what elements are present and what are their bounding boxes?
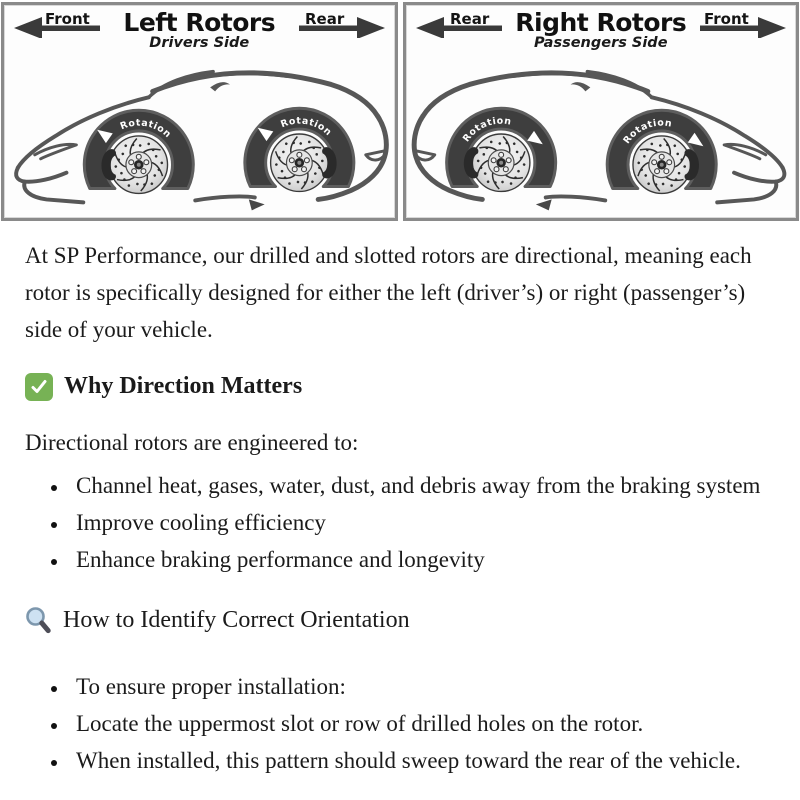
rotation-label: Rotation bbox=[279, 115, 334, 139]
section-heading-text: How to Identify Correct Orientation bbox=[63, 607, 410, 633]
check-mark-icon bbox=[25, 373, 53, 401]
identify-orientation-list bbox=[25, 668, 769, 779]
list-item: • Enhance braking performance and longevity bbox=[69, 541, 769, 578]
arrow-right-icon bbox=[357, 17, 385, 38]
rotation-label: Rotation bbox=[118, 117, 174, 141]
arrow-left-icon bbox=[416, 17, 444, 38]
rear-label: Rear bbox=[304, 12, 344, 28]
front-direction-arrow bbox=[696, 12, 788, 38]
list-item: • When installed, this pattern should sweep toward the rear of the vehicle. bbox=[69, 742, 769, 779]
section-heading-text: Why Direction Matters bbox=[64, 373, 303, 399]
left-rotors-panel bbox=[1, 2, 398, 221]
section-heading-why-direction bbox=[25, 368, 775, 405]
arrow-left-icon bbox=[14, 17, 42, 38]
left-panel-header bbox=[4, 5, 395, 51]
rear-direction-arrow bbox=[414, 12, 506, 38]
intro-paragraph: At SP Performance, our drilled and slotted rotors are directional, meaning each rotor is specifically designed for either the left (driver’s) or right (passenger’s) side of your vehicle. bbox=[25, 243, 752, 342]
section-heading-identify-orientation bbox=[25, 602, 775, 639]
list-item: • To ensure proper installation: bbox=[69, 668, 769, 705]
panel-subtitle: Passengers Side bbox=[533, 35, 668, 52]
front-label: Front bbox=[704, 12, 749, 28]
panel-title: Left Rotors bbox=[123, 8, 276, 37]
right-rotors-panel bbox=[403, 2, 800, 221]
left-car-illustration bbox=[4, 51, 395, 218]
rotor-direction-diagram bbox=[0, 0, 800, 223]
magnifying-glass-icon bbox=[25, 606, 52, 635]
right-panel-header bbox=[406, 5, 797, 51]
list-item: • Locate the uppermost slot or row of drilled holes on the rotor. bbox=[69, 705, 769, 742]
panel-title: Right Rotors bbox=[515, 8, 687, 37]
rotation-label: Rotation bbox=[460, 115, 512, 145]
front-direction-arrow bbox=[12, 12, 104, 38]
right-car-illustration bbox=[406, 51, 797, 218]
rear-label: Rear bbox=[449, 12, 489, 28]
why-direction-list bbox=[25, 467, 769, 578]
article-body bbox=[0, 223, 800, 779]
front-label: Front bbox=[45, 12, 90, 28]
lead-paragraph: Directional rotors are engineered to: bbox=[25, 430, 359, 455]
rotation-label: Rotation bbox=[620, 117, 673, 147]
rear-direction-arrow bbox=[295, 12, 387, 38]
panel-subtitle: Drivers Side bbox=[149, 35, 250, 52]
list-item: • Improve cooling efficiency bbox=[69, 504, 769, 541]
arrow-right-icon bbox=[758, 17, 786, 38]
list-item: • Channel heat, gases, water, dust, and debris away from the braking system bbox=[69, 467, 769, 504]
